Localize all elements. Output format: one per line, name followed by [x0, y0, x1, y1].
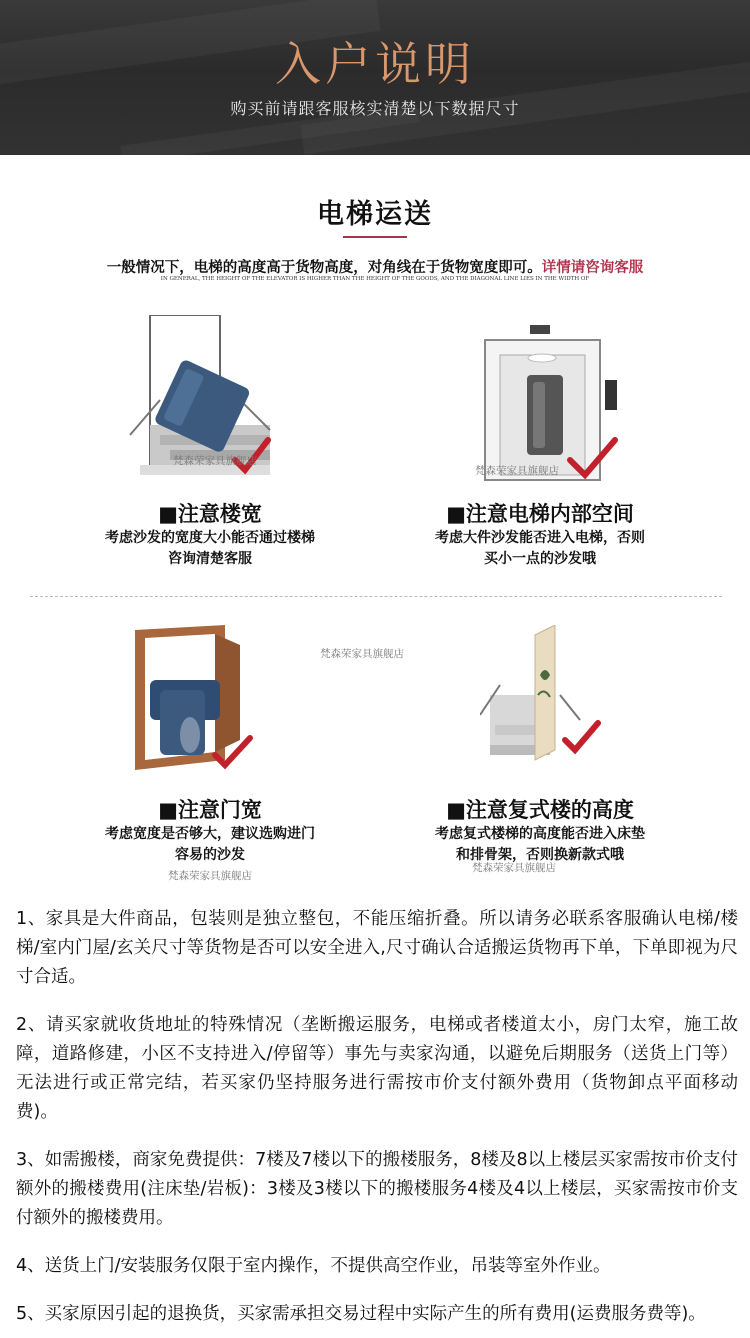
intro-text	[0, 256, 750, 277]
card-desc-line2: 容易的沙发	[175, 847, 245, 863]
card-stair-width	[95, 310, 325, 580]
card-desc-line1: 考虑复式楼梯的高度能否进入床垫	[435, 826, 645, 842]
page-title: 入户说明	[275, 37, 475, 91]
note-item: 2、请买家就收货地址的特殊情况（垄断搬运服务，电梯或者楼道太小，房门太窄，施工故障，道路修建，小区不支持进入/停留等）事先与卖家沟通，以避免后期服务（送货上门等）无法进行或正常完结，若买家仍坚持服务进行需按市价支付额外费用（货物卸点平面移动费)。	[16, 1015, 738, 1122]
section-underline	[343, 236, 407, 238]
card-door-width	[95, 620, 325, 890]
card-duplex-height	[420, 620, 660, 890]
page-subtitle: 购买前请跟客服核实清楚以下数据尺寸	[230, 99, 520, 118]
card-desc-line1: 考虑沙发的宽度大小能否通过楼梯	[105, 530, 315, 546]
intro-main: 一般情况下，电梯的高度高于货物高度，对角线在于货物宽度即可。	[106, 260, 542, 276]
watermark: 梵森荣家具旗舰店	[320, 648, 404, 660]
note-item: 4、送货上门/安装服务仅限于室内操作，不提供高空作业，吊装等室外作业。	[16, 1256, 611, 1276]
card-desc-line1: 考虑大件沙发能否进入电梯，否则	[435, 530, 645, 546]
note-item: 3、如需搬楼，商家免费提供：7楼及7楼以下的搬楼服务，8楼及8以上楼层买家需按市价支付额外的搬楼费用(注床垫/岩板)：3楼及3楼以下的搬楼服务4楼及4以上楼层，买家需按市价支付额外的搬楼费用。	[16, 1150, 738, 1228]
elevator-sofa-icon	[475, 320, 645, 485]
card-title: ■注意电梯内部空间	[446, 502, 634, 526]
section-divider	[30, 596, 722, 597]
note-item: 1、家具是大件商品，包装则是独立整包，不能压缩折叠。所以请务必联系客服确认电梯/楼梯/室内门屋/玄关尺寸等货物是否可以安全进入,尺寸确认合适搬运货物再下单，下单即视为尺寸合适。	[16, 909, 738, 987]
card-title: ■注意复式楼的高度	[446, 798, 634, 822]
card-desc-line2: 和排骨架，否则换新款式哦	[456, 847, 624, 863]
watermark: 梵森荣家具旗舰店	[472, 862, 556, 874]
header-banner	[0, 0, 750, 155]
watermark: 梵森荣家具旗舰店	[168, 870, 252, 882]
card-desc-line1: 考虑宽度是否够大，建议选购进门	[105, 826, 315, 842]
card-title: ■注意门宽	[158, 798, 262, 822]
watermark: 梵森荣家具旗舰店	[475, 465, 559, 477]
card-desc-line2: 咨询清楚客服	[168, 551, 252, 567]
card-title: ■注意楼宽	[158, 502, 262, 526]
notes-list	[16, 905, 738, 1329]
watermark: 梵森荣家具旗舰店	[173, 455, 257, 467]
intro-english: IN GENERAL, THE HEIGHT OF THE ELEVATOR IS HIGHER THAN THE HEIGHT OF THE GOODS, AND THE DIAGONAL LINE LIES IN THE WIDTH OF	[160, 276, 590, 282]
card-elevator-space	[420, 310, 660, 580]
section-title: 电梯运送	[317, 199, 433, 230]
note-item: 5、买家原因引起的退换货，买家需承担交易过程中实际产生的所有费用(运费服务费等)。	[16, 1304, 706, 1324]
duplex-stairs-mattress-icon	[480, 625, 610, 775]
door-sofa-icon	[130, 620, 260, 775]
intro-highlight: 详情请咨询客服	[541, 260, 644, 276]
card-desc-line2: 买小一点的沙发哦	[484, 551, 596, 567]
